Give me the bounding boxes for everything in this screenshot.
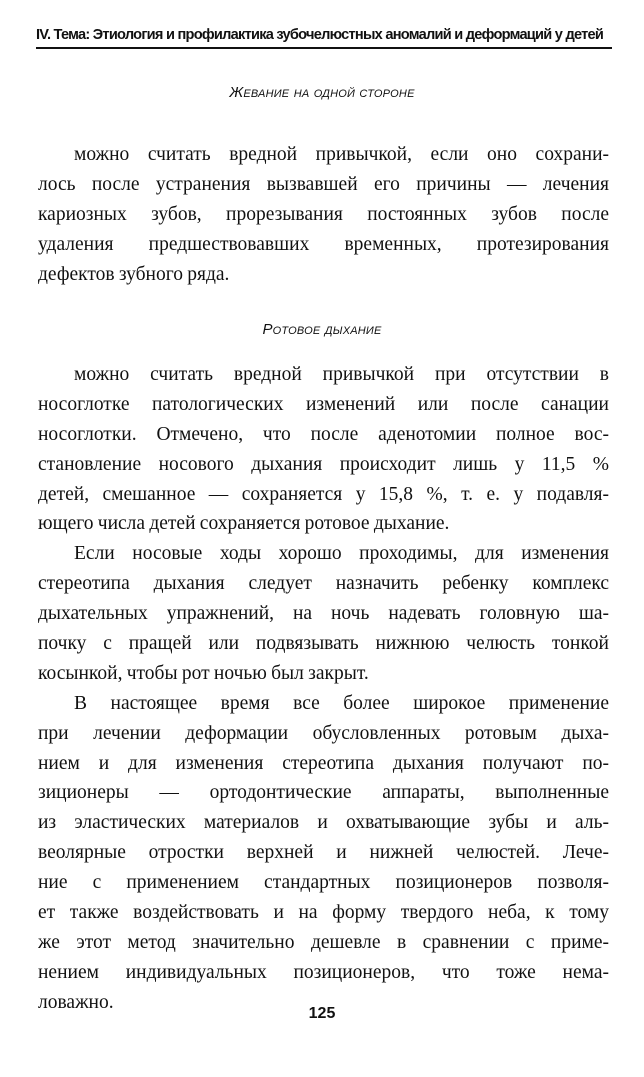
text-line: ет также воздействовать и на форму твердого неба, к тому — [38, 902, 609, 924]
text-line: кариозных зубов, прорезывания постоянных зубов после — [38, 203, 609, 225]
text-line: стереотипа дыхания следует назначить ребенку комплекс — [38, 573, 609, 595]
text-line: ющего числа детей сохраняется ротовое дыхание. — [38, 513, 450, 535]
text-line: удаления предшествовавших временных, протезирования — [38, 233, 609, 255]
text-line: носоглотки. Отмечено, что после аденотомии полное вос- — [38, 423, 609, 445]
section-heading-mouth-breathing: Ротовое дыхание — [262, 321, 382, 338]
text-line: зиционеры — ортодонтические аппараты, выполненные — [38, 782, 609, 804]
section-heading-chewing: Жевание на одной стороне — [229, 84, 415, 101]
text-line: детей, смешанное — сохраняется у 15,8 %, т. е. у подавля- — [38, 483, 609, 505]
text-line: можно считать вредной привычкой, если оно сохрани- — [74, 144, 609, 165]
text-line: же этот метод значительно дешевле в сравнении с приме- — [38, 931, 609, 953]
header-rule — [36, 47, 612, 49]
text-line: нением индивидуальных позиционеров, что тоже нема- — [38, 961, 609, 983]
page-number: 125 — [308, 1005, 336, 1022]
paragraphs-mouth-breathing — [38, 360, 609, 1018]
running-header: IV. Тема: Этиология и профилактика зубочелюстных аномалий и деформаций у детей — [36, 27, 604, 43]
text-line: дефектов зубного ряда. — [38, 263, 230, 285]
text-line: нием и для изменения стереотипа дыхания получают по- — [38, 752, 609, 774]
text-line: ловажно. — [38, 991, 114, 1013]
text-line: Если носовые ходы хорошо проходимы, для изменения — [74, 543, 609, 565]
text-line: В настоящее время все более широкое применение — [74, 692, 609, 714]
text-line: косынкой, чтобы рот ночью был закрыт. — [38, 662, 369, 684]
text-line: становление носового дыхания происходит лишь у 11,5 % — [38, 453, 609, 475]
text-line: дыхательных упражнений, на ночь надевать головную ша- — [38, 603, 609, 625]
text-line: при лечении деформации обусловленных ротовым дыха- — [38, 722, 609, 744]
text-line: ние с применением стандартных позиционеров позволя- — [38, 872, 609, 894]
text-line: носоглотке патологических изменений или после санации — [38, 393, 609, 415]
text-line: из эластических материалов и охватывающие зубы и аль- — [38, 812, 609, 834]
text-line: веолярные отростки верхней и нижней челюстей. Лече- — [38, 842, 609, 864]
text-line: можно считать вредной привычкой при отсутствии в — [74, 364, 609, 385]
text-line: лось после устранения вызвавшей его причины — лечения — [38, 173, 609, 195]
text-line: почку с пращей или подвязывать нижнюю челюсть тонкой — [38, 633, 609, 655]
paragraph-chewing — [38, 140, 609, 289]
